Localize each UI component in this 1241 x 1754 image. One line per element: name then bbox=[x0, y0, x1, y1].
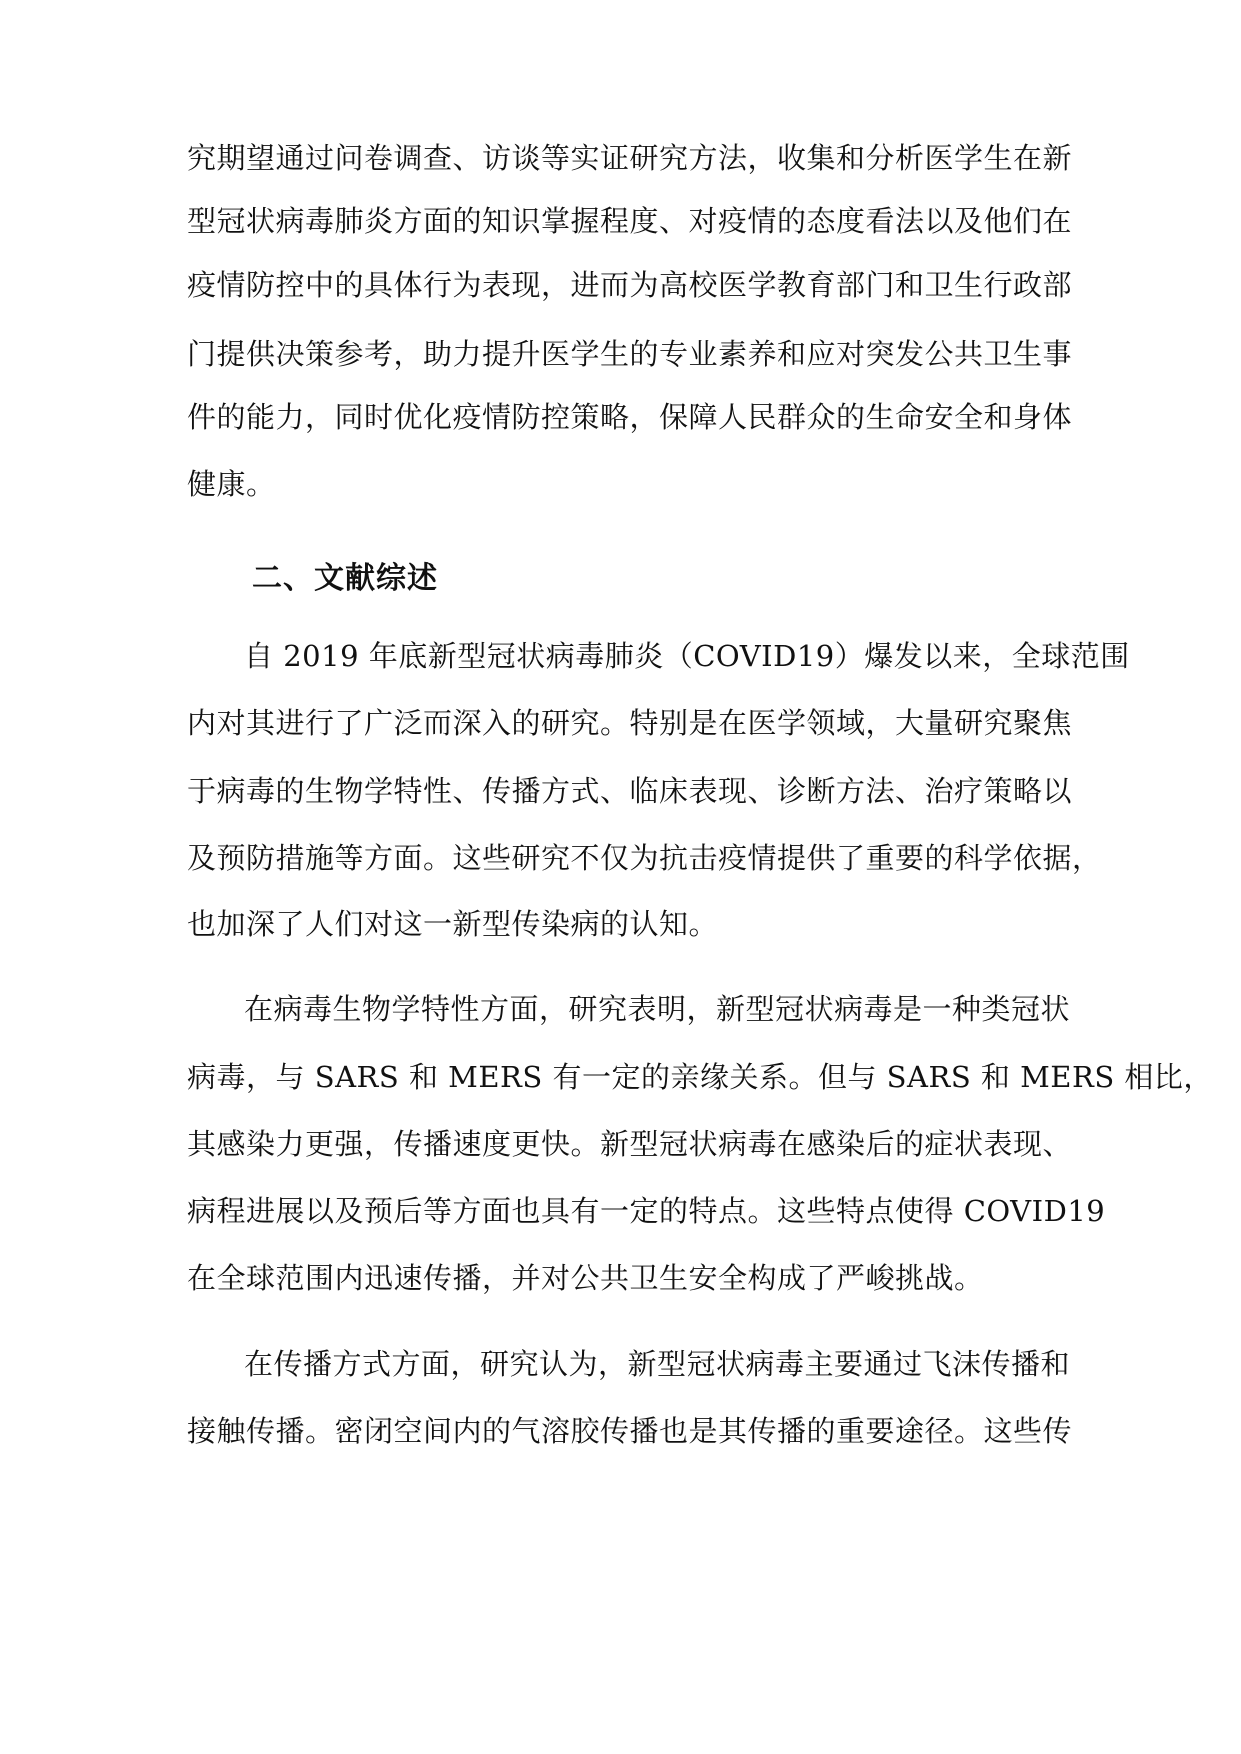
text-line: 健康。 bbox=[187, 467, 276, 501]
text-line: 疫情防控中的具体行为表现，进而为高校医学教育部门和卫生行政部 bbox=[187, 268, 1073, 302]
text-line: 于病毒的生物学特性、传播方式、临床表现、诊断方法、治疗策略以 bbox=[187, 774, 1073, 808]
text-line: 门提供决策参考，助力提升医学生的专业素养和应对突发公共卫生事 bbox=[187, 337, 1073, 371]
text-line: 其感染力更强，传播速度更快。新型冠状病毒在感染后的症状表现、 bbox=[187, 1127, 1073, 1161]
text-line: 也加深了人们对这一新型传染病的认知。 bbox=[187, 907, 719, 941]
text-line: 在全球范围内迅速传播，并对公共卫生安全构成了严峻挑战。 bbox=[187, 1261, 984, 1295]
text-line: 究期望通过问卷调查、访谈等实证研究方法，收集和分析医学生在新 bbox=[187, 141, 1073, 175]
text-line: 内对其进行了广泛而深入的研究。特别是在医学领域，大量研究聚焦 bbox=[187, 706, 1073, 740]
text-line: 在传播方式方面，研究认为，新型冠状病毒主要通过飞沫传播和 bbox=[244, 1347, 1071, 1381]
text-line: 在病毒生物学特性方面，研究表明，新型冠状病毒是一种类冠状 bbox=[244, 992, 1071, 1026]
text-line: 型冠状病毒肺炎方面的知识掌握程度、对疫情的态度看法以及他们在 bbox=[187, 204, 1073, 238]
text-line: 病程进展以及预后等方面也具有一定的特点。这些特点使得 COVID19 bbox=[187, 1194, 1106, 1228]
section-heading: 二、文献综述 bbox=[252, 561, 438, 596]
text-line: 件的能力，同时优化疫情防控策略，保障人民群众的生命安全和身体 bbox=[187, 400, 1073, 434]
text-line: 接触传播。密闭空间内的气溶胶传播也是其传播的重要途径。这些传 bbox=[187, 1414, 1073, 1448]
text-line: 病毒，与 SARS 和 MERS 有一定的亲缘关系。但与 SARS 和 MERS 相比， bbox=[187, 1060, 1213, 1094]
text-line: 及预防措施等方面。这些研究不仅为抗击疫情提供了重要的科学依据， bbox=[187, 841, 1102, 875]
text-line: 自 2019 年底新型冠状病毒肺炎（COVID19）爆发以来，全球范围 bbox=[244, 639, 1130, 673]
